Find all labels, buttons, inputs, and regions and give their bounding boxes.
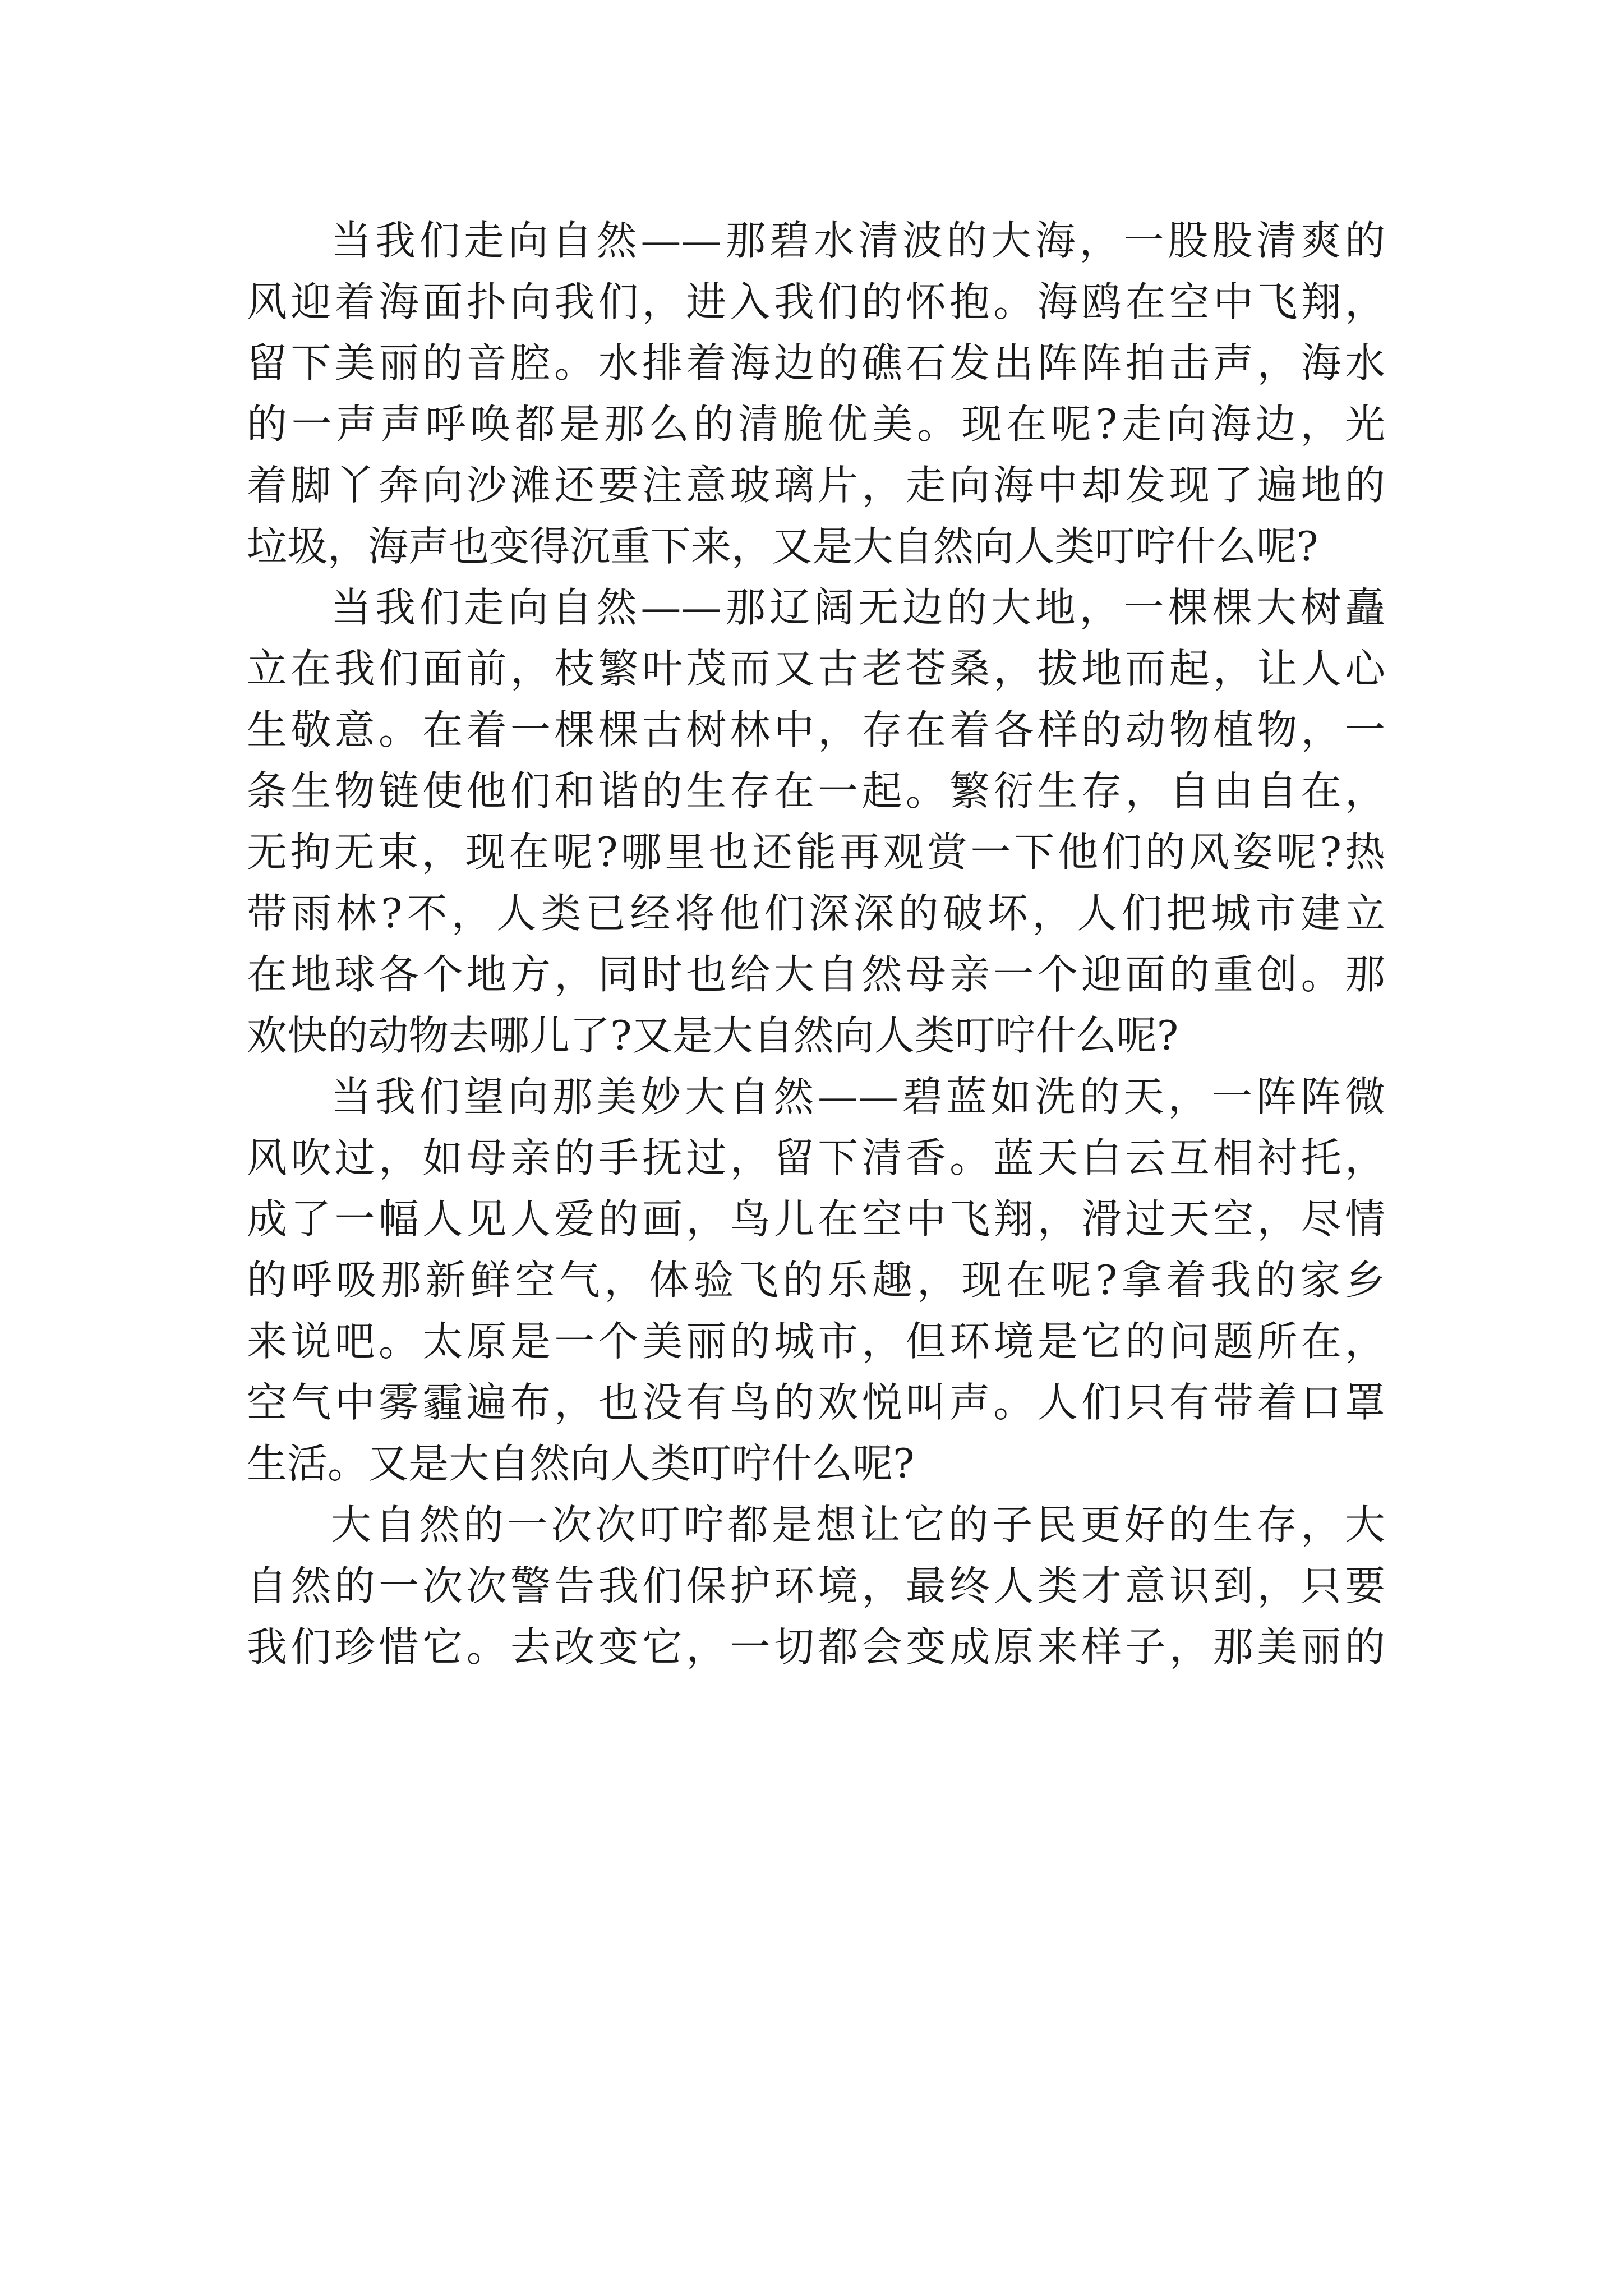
paragraph-1-line-5: 着脚丫奔向沙滩还要注意玻璃片，走向海中却发现了遍地的 xyxy=(247,462,1385,509)
paragraph-1-line-3: 留下美丽的音腔。水排着海边的礁石发出阵阵拍击声，海水 xyxy=(247,339,1385,386)
paragraph-1-line-2: 风迎着海面扑向我们，进入我们的怀抱。海鸥在空中飞翔， xyxy=(247,278,1385,325)
paragraph-3-line-2: 风吹过，如母亲的手抚过，留下清香。蓝天白云互相衬托， xyxy=(247,1134,1385,1181)
paragraph-3-line-5: 来说吧。太原是一个美丽的城市，但环境是它的问题所在， xyxy=(247,1318,1385,1365)
paragraph-4-line-3: 我们珍惜它。去改变它，一切都会变成原来样子，那美丽的 xyxy=(247,1623,1385,1671)
paragraph-2-line-8: 欢快的动物去哪儿了?又是大自然向人类叮咛什么呢? xyxy=(247,1012,1179,1059)
paragraph-3-line-4: 的呼吸那新鲜空气，体验飞的乐趣，现在呢?拿着我的家乡 xyxy=(247,1257,1385,1304)
paragraph-2-line-1: 当我们走向自然——那辽阔无边的大地，一棵棵大树矗 xyxy=(331,584,1385,631)
paragraph-1-line-6: 垃圾，海声也变得沉重下来，又是大自然向人类叮咛什么呢? xyxy=(247,523,1318,570)
paragraph-3-line-1: 当我们望向那美妙大自然——碧蓝如洗的天，一阵阵微 xyxy=(331,1073,1385,1120)
paragraph-4-line-2: 自然的一次次警告我们保护环境，最终人类才意识到，只要 xyxy=(247,1562,1385,1609)
paragraph-2-line-5: 无拘无束，现在呢?哪里也还能再观赏一下他们的风姿呢?热 xyxy=(247,829,1385,876)
paragraph-1-line-1: 当我们走向自然——那碧水清波的大海，一股股清爽的 xyxy=(331,217,1385,264)
paragraph-2-line-4: 条生物链使他们和谐的生存在一起。繁衍生存，自由自在， xyxy=(247,767,1385,815)
paragraph-1-line-4: 的一声声呼唤都是那么的清脆优美。现在呢?走向海边，光 xyxy=(247,401,1385,448)
paragraph-4-line-1: 大自然的一次次叮咛都是想让它的子民更好的生存，大 xyxy=(331,1501,1385,1548)
paragraph-2-line-6: 带雨林?不，人类已经将他们深深的破坏，人们把城市建立 xyxy=(247,890,1385,937)
essay-body xyxy=(247,210,1385,1678)
paragraph-2-line-2: 立在我们面前，枝繁叶茂而又古老苍桑，拔地而起，让人心 xyxy=(247,645,1385,692)
paragraph-3-line-6: 空气中雾霾遍布，也没有鸟的欢悦叫声。人们只有带着口罩 xyxy=(247,1379,1385,1426)
paragraph-3-line-3: 成了一幅人见人爱的画，鸟儿在空中飞翔，滑过天空，尽情 xyxy=(247,1195,1385,1243)
paragraph-2-line-7: 在地球各个地方，同时也给大自然母亲一个迎面的重创。那 xyxy=(247,951,1385,998)
paragraph-3-line-7: 生活。又是大自然向人类叮咛什么呢? xyxy=(247,1440,915,1487)
paragraph-2-line-3: 生敬意。在着一棵棵古树林中，存在着各样的动物植物，一 xyxy=(247,706,1385,753)
